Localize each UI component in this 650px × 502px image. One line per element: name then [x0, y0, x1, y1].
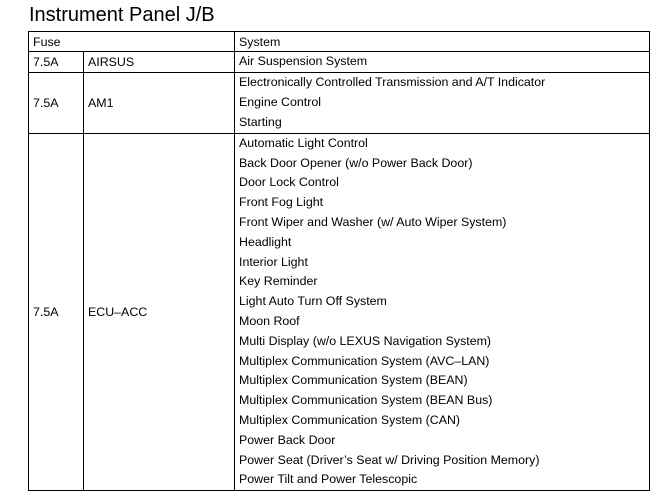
fuse-amperage: 7.5A [29, 133, 84, 490]
system-item: Back Door Opener (w/o Power Back Door) [239, 155, 473, 170]
system-item: Light Auto Turn Off System [239, 294, 387, 309]
fuse-name: AM1 [84, 72, 235, 133]
fuse-name: ECU–ACC [84, 133, 235, 490]
table-row [29, 72, 650, 133]
system-item: Multiplex Communication System (BEAN Bus) [239, 393, 493, 408]
table-header-row [29, 32, 650, 52]
system-cell [235, 52, 650, 73]
system-item: Electronically Controlled Transmission and A/T Indicator [239, 75, 546, 90]
system-item: Headlight [239, 234, 292, 249]
system-item: Multiplex Communication System (CAN) [239, 412, 461, 427]
table-row [29, 133, 650, 490]
system-item: Engine Control [239, 94, 321, 109]
system-item: Starting [239, 114, 282, 129]
system-item: Automatic Light Control [239, 135, 368, 150]
system-item: Multi Display (w/o LEXUS Navigation System) [239, 333, 492, 348]
system-item: Air Suspension System [239, 54, 368, 68]
system-item: Moon Roof [239, 313, 300, 328]
system-item: Key Reminder [239, 274, 318, 289]
fuse-amperage: 7.5A [29, 52, 84, 73]
system-item: Multiplex Communication System (AVC–LAN) [239, 353, 490, 368]
system-item: Front Wiper and Washer (w/ Auto Wiper System) [239, 214, 507, 229]
system-item: Interior Light [239, 254, 308, 269]
fuse-name: AIRSUS [84, 52, 235, 73]
system-item: Multiplex Communication System (BEAN) [239, 373, 468, 388]
system-item: Power Tilt and Power Telescopic [239, 472, 418, 487]
page-title: Instrument Panel J/B [29, 4, 215, 26]
fuse-amperage: 7.5A [29, 72, 84, 133]
system-item: Front Fog Light [239, 195, 324, 210]
table-row [29, 52, 650, 73]
header-system: System [235, 32, 650, 52]
system-cell [235, 72, 650, 133]
fuse-table [28, 31, 650, 491]
system-item: Power Back Door [239, 432, 336, 447]
system-cell [235, 133, 650, 490]
system-item: Door Lock Control [239, 175, 339, 190]
system-item: Power Seat (Driver’s Seat w/ Driving Position Memory) [239, 452, 540, 467]
header-fuse: Fuse [29, 32, 235, 52]
